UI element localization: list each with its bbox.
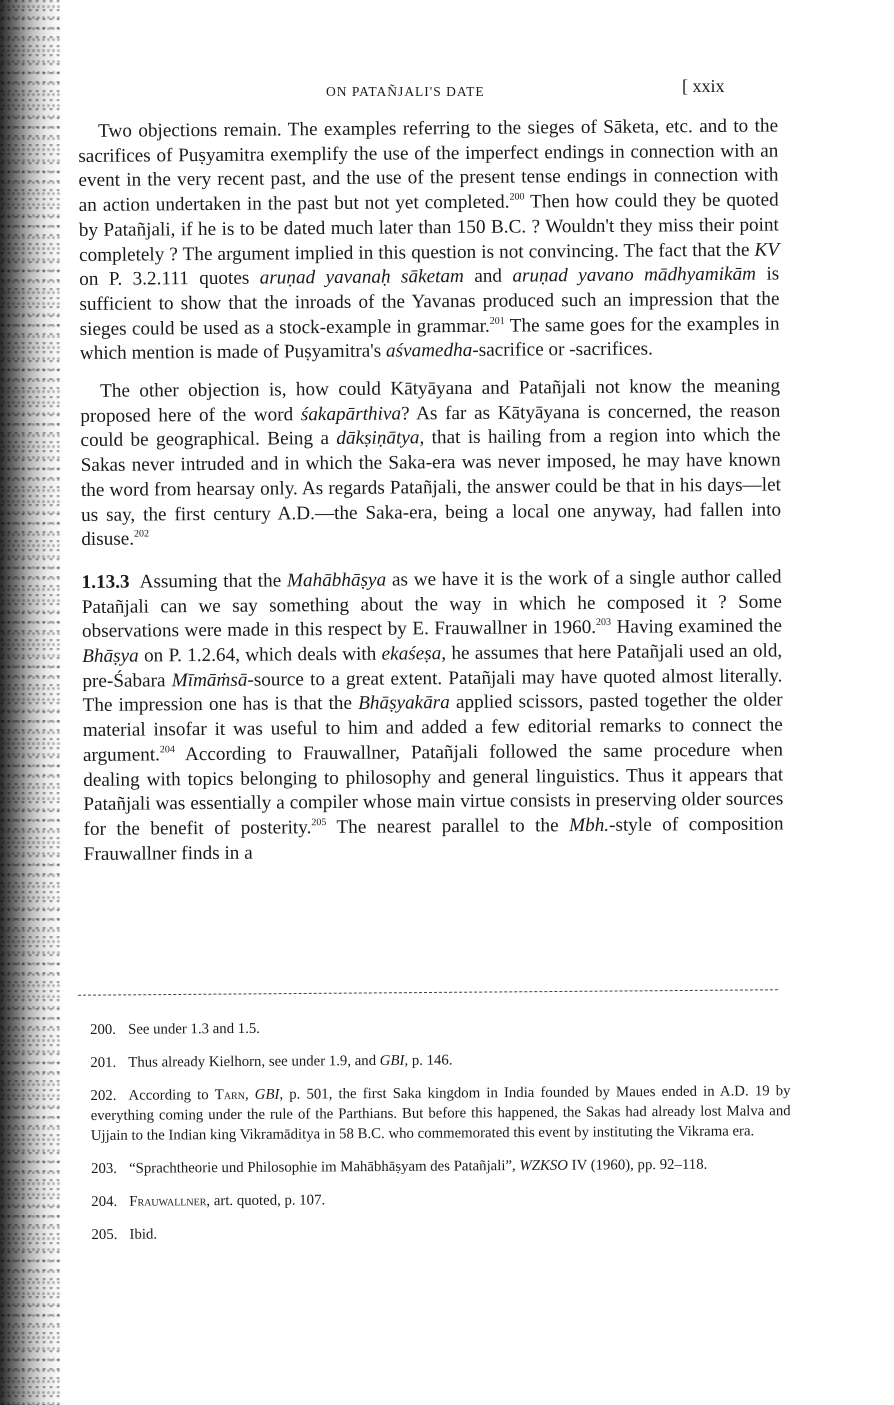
paragraph-section-1-13-3: 1.13.3 Assuming that the Mahābhāṣya as we have it is the work of a single author called Patañjali can we say something about the way in which he composed it ? Some observations were made in this respect by E. Frauwallner in 1960.$^{203}$ Having examined the Bhāṣya on P. 1.2.64, which deals with ekaśeṣa, he assumes that here Patañjali used an old, pre-Śabara Mīmāṁsā-source to a great extent. Patañjali may have quoted almost literally. The impression one has is that the Bhāṣyakāra applied scissors, pasted together the older material insofar it was useful to him and added a few editorial remarks to connect the argument.$^{204}$ According to Frauwallner, Patañjali followed the same procedure when dealing with topics belonging to philosophy and general linguistics. Thus it appears that Patañjali was essentially a compiler whose main virtue consists in preserving older sources for the benefit of posterity.$^{205}$ The nearest parallel to the Mbh.-style of composition Frauwallner finds in a [81, 566, 784, 865]
footnote-205: 205. Ibid. [91, 1226, 158, 1243]
footnotes [90, 1015, 792, 1258]
page-number: [ xxix [682, 76, 725, 96]
footnote-203: 203. “Sprachtheorie und Philosophie im Mahābhāṣyam des Patañjali”, WZKSO IV (1960), pp. 92–118. [90, 1156, 708, 1177]
footnote-202: 202. According to Tarn, GBI, p. 501, the first Saka kingdom in India founded by Maues ended in A.D. 19 by everything coming under the rule of the Parthians. But before this happened, the Sakas had already lost Malva and Ujjain to the Indian king Vikramāditya in 58 B.C. who commemorated this event by instituting the Vikrama era. [90, 1083, 791, 1144]
footnote-204: 204. Frauwallner, art. quoted, p. 107. [91, 1192, 326, 1210]
footnote-200: 200. See under 1.3 and 1.5. [90, 1020, 261, 1038]
main-text [78, 115, 784, 881]
scanned-binding-edge [0, 0, 62, 1405]
footnote-ref-202: 202 [133, 528, 150, 540]
footnote-ref-201: 201 [489, 315, 505, 327]
footnote-ref-200: 200 [509, 191, 525, 203]
footnote-ref-204: 204 [159, 744, 175, 756]
running-title: ON PATAÑJALI'S DATE [326, 84, 485, 99]
footnote-ref-205: 205 [311, 817, 327, 829]
paragraph-objections: Two objections remain. The examples referring to the sieges of Sāketa, etc. and to the sacrifices of Puṣyamitra exemplify the use of the imperfect endings in connection with an event in the very recent past, and the use of the present tense endings in connection with an action undertaken in the past but not yet completed.$^{200}$ Then how could they be quoted by Patañjali, if he is to be dated much later than 150 B.C. ? Wouldn't they miss their point completely ? The argument implied in this question is not convincing. The fact that the KV on P. 3.2.111 quotes aruṇad yavanaḥ sāketam and aruṇad yavano mādhyamikām is sufficient to show that the inroads of the Yavanas produced such an impression that the sieges could be used as a stock-example in grammar.$^{201}$ The same goes for the examples in which mention is made of Puṣyamitra's aśvamedha-sacrifice or -sacrifices. [78, 115, 780, 365]
paragraph-other-objection: The other objection is, how could Kātyāyana and Patañjali not know the meaning proposed here of the word śakapārthiva? As far as Kātyāyana is concerned, the reason could be geographical. Being a dākṣiṇātya, that is hailing from a region into which the Sakas never intruded and in which the Saka-era was never imposed, he may have known the word from hearsay only. As regards Patañjali, the answer could be that in his days—let us say, the first century A.D.—the Saka-era, being a local one anyway, had fallen into disuse.$^{202}$ [80, 375, 782, 551]
page-header [78, 76, 784, 106]
footnote-201: 201. Thus already Kielhorn, see under 1.9, and GBI, p. 146. [90, 1052, 453, 1071]
footnote-rule [78, 989, 778, 995]
section-number: 1.13.3 [81, 571, 130, 593]
footnote-ref-203: 203 [595, 617, 612, 629]
